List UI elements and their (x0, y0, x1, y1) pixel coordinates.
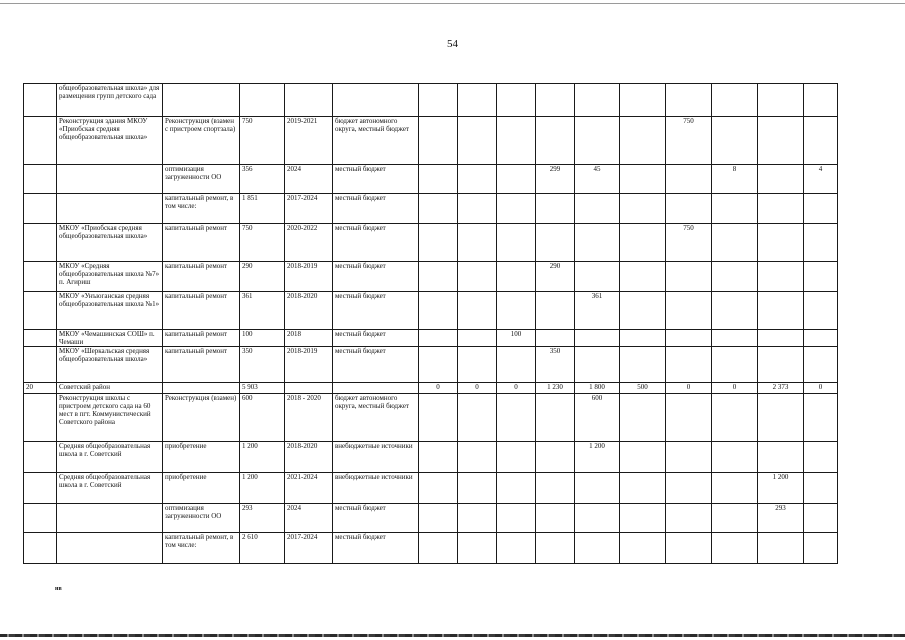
table-cell (666, 165, 712, 194)
table-cell: 290 (536, 262, 575, 292)
table-cell (712, 262, 758, 292)
table-cell (497, 347, 536, 383)
table-cell (758, 117, 804, 165)
footer-initials: нв (55, 586, 62, 592)
table-cell (712, 504, 758, 533)
table-cell (24, 330, 57, 347)
table-cell (575, 473, 620, 504)
table-cell (497, 473, 536, 504)
table-cell (758, 394, 804, 442)
table-cell (458, 504, 497, 533)
table-cell (285, 383, 333, 394)
table-cell: 750 (240, 117, 285, 165)
table-cell: местный бюджет (333, 165, 419, 194)
table-cell (57, 165, 163, 194)
table-cell (575, 330, 620, 347)
table-cell (804, 394, 838, 442)
table-cell: 2018 (285, 330, 333, 347)
table-cell (57, 533, 163, 564)
table-cell (804, 262, 838, 292)
table-cell: 2019-2021 (285, 117, 333, 165)
table-cell (536, 292, 575, 330)
table-cell (163, 383, 240, 394)
table-cell: 600 (240, 394, 285, 442)
table-cell: 350 (240, 347, 285, 383)
table-cell (712, 117, 758, 165)
table-cell (804, 442, 838, 473)
table-cell (419, 330, 458, 347)
table-cell (712, 224, 758, 262)
table-cell (419, 224, 458, 262)
table-cell (240, 84, 285, 117)
table-cell (804, 224, 838, 262)
table-cell (458, 224, 497, 262)
table-row (24, 442, 838, 473)
table-cell: 361 (575, 292, 620, 330)
table-cell (419, 165, 458, 194)
table-cell (620, 473, 666, 504)
table-cell: Средняя общеобразовательная школа в г. Советский (57, 473, 163, 504)
table-cell (536, 442, 575, 473)
table-cell: 100 (240, 330, 285, 347)
table-row (24, 533, 838, 564)
table-cell (712, 473, 758, 504)
table-cell (333, 383, 419, 394)
table-cell (497, 394, 536, 442)
table-cell (24, 84, 57, 117)
table-cell (497, 504, 536, 533)
table-cell (712, 533, 758, 564)
table-cell (333, 84, 419, 117)
table-cell: 0 (497, 383, 536, 394)
table-cell (804, 84, 838, 117)
table-cell (24, 504, 57, 533)
table-cell (497, 533, 536, 564)
table-cell (758, 194, 804, 224)
table-cell: местный бюджет (333, 347, 419, 383)
table-cell (419, 394, 458, 442)
table-cell: 2021-2024 (285, 473, 333, 504)
table-cell (458, 330, 497, 347)
table-cell (575, 84, 620, 117)
table-cell (497, 292, 536, 330)
table-cell (24, 533, 57, 564)
table-cell (712, 84, 758, 117)
table-row (24, 330, 838, 347)
table-cell: 750 (240, 224, 285, 262)
table-cell: 1 200 (240, 473, 285, 504)
table-cell (620, 224, 666, 262)
table-cell (620, 292, 666, 330)
table-cell (497, 117, 536, 165)
table-cell: 0 (458, 383, 497, 394)
table-cell: МКОУ «Унъюганская средняя общеобразовательная школа №1» (57, 292, 163, 330)
table-cell (24, 262, 57, 292)
table-cell: 2017-2024 (285, 533, 333, 564)
table-cell: местный бюджет (333, 224, 419, 262)
table-cell: 0 (804, 383, 838, 394)
table-cell: 750 (666, 117, 712, 165)
table-cell (666, 84, 712, 117)
table-cell (620, 394, 666, 442)
table-cell (620, 84, 666, 117)
table-cell: оптимизация загруженности ОО (163, 165, 240, 194)
table-cell (536, 473, 575, 504)
table-cell (458, 84, 497, 117)
table-cell (497, 262, 536, 292)
table-cell (804, 117, 838, 165)
table-cell: 20 (24, 383, 57, 394)
table-cell (24, 224, 57, 262)
table-cell (666, 473, 712, 504)
table-cell: местный бюджет (333, 262, 419, 292)
table-row (24, 473, 838, 504)
table-cell (497, 442, 536, 473)
table-cell (497, 194, 536, 224)
table-cell (419, 533, 458, 564)
table-cell: местный бюджет (333, 330, 419, 347)
table-cell: 2017-2024 (285, 194, 333, 224)
table-row (24, 383, 838, 394)
table-cell: 0 (712, 383, 758, 394)
table-cell: 293 (240, 504, 285, 533)
table-cell (497, 165, 536, 194)
table-cell: капитальный ремонт (163, 330, 240, 347)
table-cell (666, 504, 712, 533)
table-row (24, 224, 838, 262)
table-cell (804, 347, 838, 383)
table-row (24, 117, 838, 165)
table-cell: 361 (240, 292, 285, 330)
table-cell: Реконструкция (взамен) (163, 394, 240, 442)
table-cell (758, 224, 804, 262)
table-cell (666, 292, 712, 330)
table-cell (712, 394, 758, 442)
table-cell: капитальный ремонт (163, 224, 240, 262)
table-cell: внебюджетные источники (333, 473, 419, 504)
table-cell (419, 473, 458, 504)
table-cell (536, 117, 575, 165)
table-row (24, 292, 838, 330)
table-cell (712, 347, 758, 383)
table-cell: 600 (575, 394, 620, 442)
table-cell: капитальный ремонт, в том числе: (163, 533, 240, 564)
table-cell (666, 262, 712, 292)
table-cell (458, 165, 497, 194)
table-cell: бюджет автономного округа, местный бюджет (333, 117, 419, 165)
table-cell (536, 194, 575, 224)
table-cell: МКОУ «Приобская средняя общеобразовательная школа» (57, 224, 163, 262)
table-cell (419, 117, 458, 165)
table-cell (758, 165, 804, 194)
table-row (24, 165, 838, 194)
scan-edge-bottom (0, 634, 905, 637)
table-cell (666, 330, 712, 347)
table-cell (24, 117, 57, 165)
table-cell (758, 442, 804, 473)
table-cell: 500 (620, 383, 666, 394)
page-number: 54 (447, 38, 458, 50)
table-cell: 2 610 (240, 533, 285, 564)
table-cell (758, 292, 804, 330)
table-cell: общеобразовательная школа» для размещения групп детского сада (57, 84, 163, 117)
table-cell (419, 292, 458, 330)
table-cell: 0 (666, 383, 712, 394)
table-cell: МКОУ «Шеркальская средняя общеобразовательная школа» (57, 347, 163, 383)
table-cell (804, 330, 838, 347)
table-cell: 1 200 (575, 442, 620, 473)
table-cell (285, 84, 333, 117)
table-cell (620, 504, 666, 533)
table-row (24, 394, 838, 442)
table-cell (497, 84, 536, 117)
table-cell: 1 230 (536, 383, 575, 394)
table-cell (536, 533, 575, 564)
table-cell (620, 442, 666, 473)
table-cell: Реконструкция школы с пристроем детского сада на 60 мест в пгт. Коммунистический Советского района (57, 394, 163, 442)
table-cell (620, 330, 666, 347)
table-cell (458, 394, 497, 442)
table-cell: приобретение (163, 473, 240, 504)
scan-edge-top (0, 3, 905, 4)
table-cell: 299 (536, 165, 575, 194)
table-cell (419, 84, 458, 117)
table-cell (804, 533, 838, 564)
table-cell: 2018-2020 (285, 292, 333, 330)
table-cell: 1 200 (758, 473, 804, 504)
table-cell (758, 330, 804, 347)
table-cell: местный бюджет (333, 504, 419, 533)
table-cell (57, 194, 163, 224)
table-cell: 2 373 (758, 383, 804, 394)
table-cell: 2024 (285, 165, 333, 194)
table-cell (458, 194, 497, 224)
table-cell: капитальный ремонт (163, 292, 240, 330)
table-cell (575, 262, 620, 292)
table-cell (536, 330, 575, 347)
table-cell: внебюджетные источники (333, 442, 419, 473)
table-cell: капитальный ремонт (163, 347, 240, 383)
table-cell (666, 533, 712, 564)
table-cell: оптимизация загруженности ОО (163, 504, 240, 533)
table-cell: местный бюджет (333, 194, 419, 224)
table-cell: Реконструкция здания МКОУ «Приобская средняя общеобразовательная школа» (57, 117, 163, 165)
table-cell (804, 473, 838, 504)
table-cell (24, 347, 57, 383)
table-cell (758, 533, 804, 564)
table-cell: приобретение (163, 442, 240, 473)
table-cell (666, 394, 712, 442)
table-cell: Реконструкция (взамен с пристроем спортзала) (163, 117, 240, 165)
table-cell (575, 347, 620, 383)
table-cell: 1 200 (240, 442, 285, 473)
table-cell (24, 292, 57, 330)
table-cell (419, 194, 458, 224)
table-cell (163, 84, 240, 117)
table-cell: капитальный ремонт, в том числе: (163, 194, 240, 224)
table-cell: 1 800 (575, 383, 620, 394)
table-cell: 0 (419, 383, 458, 394)
table-cell (24, 394, 57, 442)
table-cell (575, 117, 620, 165)
table-cell: 350 (536, 347, 575, 383)
table-cell (458, 262, 497, 292)
table-cell: Средняя общеобразовательная школа в г. Советский (57, 442, 163, 473)
table-cell (536, 504, 575, 533)
table-cell (666, 194, 712, 224)
table-cell: 2018-2020 (285, 442, 333, 473)
table-cell (620, 262, 666, 292)
table-row (24, 262, 838, 292)
table-cell (24, 194, 57, 224)
table-cell: 2018-2019 (285, 262, 333, 292)
table-cell: 100 (497, 330, 536, 347)
data-table (23, 83, 838, 564)
table-cell (804, 292, 838, 330)
table-cell: 293 (758, 504, 804, 533)
table-cell (712, 292, 758, 330)
table-cell (536, 394, 575, 442)
table-cell (24, 473, 57, 504)
table-row (24, 194, 838, 224)
table-cell: 290 (240, 262, 285, 292)
table-cell (497, 224, 536, 262)
table-cell: 750 (666, 224, 712, 262)
table-cell (804, 194, 838, 224)
table-cell: бюджет автономного округа, местный бюджет (333, 394, 419, 442)
table-cell (620, 533, 666, 564)
table-cell (575, 533, 620, 564)
table-cell (575, 194, 620, 224)
table-cell: Советский район (57, 383, 163, 394)
table-cell: 8 (712, 165, 758, 194)
table-cell (575, 224, 620, 262)
table-cell (458, 117, 497, 165)
table-cell (419, 262, 458, 292)
table-cell: 1 851 (240, 194, 285, 224)
table-cell (419, 442, 458, 473)
table-cell: 45 (575, 165, 620, 194)
table-cell: МКОУ «Чемашинская СОШ» п. Чемаши (57, 330, 163, 347)
table-cell: 2018 - 2020 (285, 394, 333, 442)
table-cell (758, 347, 804, 383)
table-cell (458, 292, 497, 330)
table-cell (24, 165, 57, 194)
table-cell: 5 903 (240, 383, 285, 394)
table-cell (620, 117, 666, 165)
table-cell: 2018-2019 (285, 347, 333, 383)
table-cell (458, 533, 497, 564)
table-cell (620, 347, 666, 383)
table-cell (536, 84, 575, 117)
table-cell (758, 84, 804, 117)
table-cell: местный бюджет (333, 533, 419, 564)
table-cell: 2024 (285, 504, 333, 533)
table-cell (758, 262, 804, 292)
table-cell (712, 442, 758, 473)
table-cell (419, 504, 458, 533)
table-cell (804, 504, 838, 533)
table-cell: капитальный ремонт (163, 262, 240, 292)
table-cell: местный бюджет (333, 292, 419, 330)
table-row (24, 84, 838, 117)
table-cell (712, 330, 758, 347)
table-cell: МКОУ «Средняя общеобразовательная школа №7» п. Агириш (57, 262, 163, 292)
table-cell (620, 194, 666, 224)
table-cell: 4 (804, 165, 838, 194)
table-cell (666, 442, 712, 473)
table-cell (458, 473, 497, 504)
table-cell (620, 165, 666, 194)
table-cell: 356 (240, 165, 285, 194)
table-cell (419, 347, 458, 383)
table-row (24, 347, 838, 383)
table-cell (666, 347, 712, 383)
table-cell (712, 194, 758, 224)
table-cell (57, 504, 163, 533)
table-cell (458, 442, 497, 473)
table-cell (24, 442, 57, 473)
table-cell (575, 504, 620, 533)
table-cell: 2020-2022 (285, 224, 333, 262)
table-cell (458, 347, 497, 383)
table-row (24, 504, 838, 533)
table-cell (536, 224, 575, 262)
